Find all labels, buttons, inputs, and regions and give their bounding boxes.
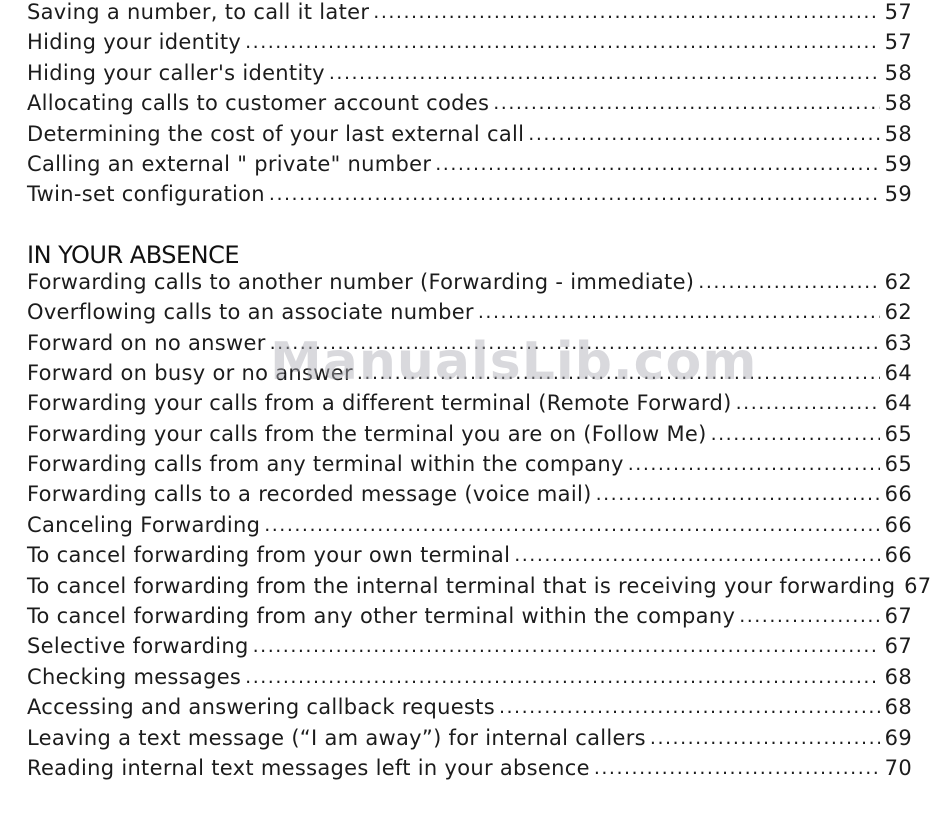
toc-entry-title: Allocating calls to customer account codes xyxy=(27,91,490,116)
toc-entry-title: Calling an external " private" number xyxy=(27,151,432,176)
toc-entry-page: 62 xyxy=(884,269,912,294)
toc-entry[interactable] xyxy=(27,452,912,482)
toc-entry-page: 67 xyxy=(904,573,932,598)
toc-dot-leader xyxy=(435,151,880,175)
toc-entry[interactable] xyxy=(27,573,932,604)
toc-entry[interactable] xyxy=(27,0,912,30)
toc-entry-page: 58 xyxy=(884,91,912,116)
toc-entry-page: 70 xyxy=(884,755,912,780)
toc-entry-page: 59 xyxy=(884,151,912,176)
toc-entry[interactable] xyxy=(27,61,912,91)
toc-entry[interactable] xyxy=(27,331,912,361)
toc-entry-page: 58 xyxy=(884,60,912,85)
toc-entry[interactable] xyxy=(27,726,912,756)
toc-dot-leader xyxy=(269,181,880,205)
toc-dot-leader xyxy=(596,481,880,505)
toc-entry-title: Hiding your caller's identity xyxy=(27,60,325,85)
toc-entry[interactable] xyxy=(27,122,912,152)
toc-entry[interactable] xyxy=(27,182,912,212)
toc-dot-leader xyxy=(253,633,880,657)
toc-section-in-your-absence xyxy=(27,240,932,787)
toc-section-top xyxy=(27,0,912,213)
toc-entry[interactable] xyxy=(27,152,912,182)
toc-entry-page: 65 xyxy=(884,421,912,446)
toc-entry[interactable] xyxy=(27,422,912,452)
toc-entry-page: 65 xyxy=(884,452,912,477)
toc-entry-title: Overflowing calls to an associate number xyxy=(27,300,474,325)
toc-dot-leader xyxy=(245,664,880,688)
toc-entry[interactable] xyxy=(27,513,912,543)
toc-entry-page: 62 xyxy=(884,300,912,325)
toc-entry-title: Selective forwarding xyxy=(27,634,249,659)
section-heading: IN YOUR ABSENCE xyxy=(27,240,240,269)
toc-entry-page: 57 xyxy=(884,0,912,24)
toc-entry-page: 64 xyxy=(884,360,912,385)
toc-dot-leader xyxy=(736,390,880,414)
toc-entry-page: 63 xyxy=(884,330,912,355)
toc-dot-leader xyxy=(528,121,880,145)
toc-entry-title: Forward on busy or no answer xyxy=(27,360,353,385)
toc-dot-leader xyxy=(493,90,880,114)
toc-entry[interactable] xyxy=(27,543,912,573)
toc-entry[interactable] xyxy=(27,300,912,330)
toc-entry-title: Forwarding calls from any terminal within the company xyxy=(27,452,624,477)
toc-dot-leader xyxy=(650,725,880,749)
toc-dot-leader xyxy=(245,29,880,53)
toc-entry-title: Hiding your identity xyxy=(27,30,242,55)
toc-entry[interactable] xyxy=(27,482,912,512)
toc-entry-title: Forwarding calls to a recorded message (voice mail) xyxy=(27,482,592,507)
toc-dot-leader xyxy=(373,0,880,23)
toc-dot-leader xyxy=(270,330,880,354)
toc-entry[interactable] xyxy=(27,604,912,634)
toc-dot-leader xyxy=(514,542,880,566)
toc-entry-page: 68 xyxy=(884,664,912,689)
toc-entry[interactable] xyxy=(27,391,912,421)
toc-entry[interactable] xyxy=(27,695,912,725)
toc-entry-page: 57 xyxy=(884,30,912,55)
toc-entry-page: 64 xyxy=(884,391,912,416)
toc-entry-title: Accessing and answering callback requests xyxy=(27,695,495,720)
toc-entry-page: 66 xyxy=(884,512,912,537)
toc-entry-page: 69 xyxy=(884,725,912,750)
toc-entry-page: 66 xyxy=(884,482,912,507)
toc-entry-page: 68 xyxy=(884,695,912,720)
watermark: ManualsLib.com xyxy=(270,332,758,392)
toc-dot-leader xyxy=(628,451,880,475)
toc-entry-title: To cancel forwarding from your own terminal xyxy=(27,543,511,568)
toc-entry[interactable] xyxy=(27,361,912,391)
toc-dot-leader xyxy=(711,421,880,445)
toc-dot-leader xyxy=(264,512,880,536)
toc-dot-leader xyxy=(499,694,880,718)
toc-dot-leader xyxy=(698,269,880,293)
toc-entry-title: Reading internal text messages left in your absence xyxy=(27,755,590,780)
toc-entry-page: 67 xyxy=(884,634,912,659)
toc-entry[interactable] xyxy=(27,756,912,786)
toc-entry-title: To cancel forwarding from the internal terminal that is receiving your forwarding xyxy=(27,573,896,598)
toc-dot-leader xyxy=(478,299,880,323)
toc-entry[interactable] xyxy=(27,91,912,121)
toc-entry-page: 59 xyxy=(884,182,912,207)
toc-entry-title: Leaving a text message (“I am away”) for internal callers xyxy=(27,725,646,750)
toc-entry-title: Forward on no answer xyxy=(27,330,266,355)
toc-dot-leader xyxy=(739,603,880,627)
toc-entry-page: 67 xyxy=(884,604,912,629)
toc-dot-leader xyxy=(594,755,880,779)
toc-entry-title: Saving a number, to call it later xyxy=(27,0,370,24)
toc-dot-leader xyxy=(357,360,880,384)
toc-entry-title: Canceling Forwarding xyxy=(27,512,261,537)
toc-entry[interactable] xyxy=(27,665,912,695)
toc-entry-page: 66 xyxy=(884,543,912,568)
toc-entry[interactable] xyxy=(27,634,912,664)
toc-entry-title: To cancel forwarding from any other terminal within the company xyxy=(27,604,736,629)
toc-entry[interactable] xyxy=(27,30,912,60)
toc-entry-title: Determining the cost of your last external call xyxy=(27,121,525,146)
toc-entry-title: Twin-set configuration xyxy=(27,182,265,207)
toc-dot-leader xyxy=(329,60,880,84)
toc-entry-title: Forwarding your calls from the terminal you are on (Follow Me) xyxy=(27,421,707,446)
table-of-contents xyxy=(27,0,932,786)
toc-entry-page: 58 xyxy=(884,121,912,146)
toc-entry[interactable] xyxy=(27,270,912,300)
toc-entry-title: Checking messages xyxy=(27,664,242,689)
toc-entry-title: Forwarding your calls from a different terminal (Remote Forward) xyxy=(27,391,732,416)
toc-entry-title: Forwarding calls to another number (Forwarding - immediate) xyxy=(27,269,695,294)
